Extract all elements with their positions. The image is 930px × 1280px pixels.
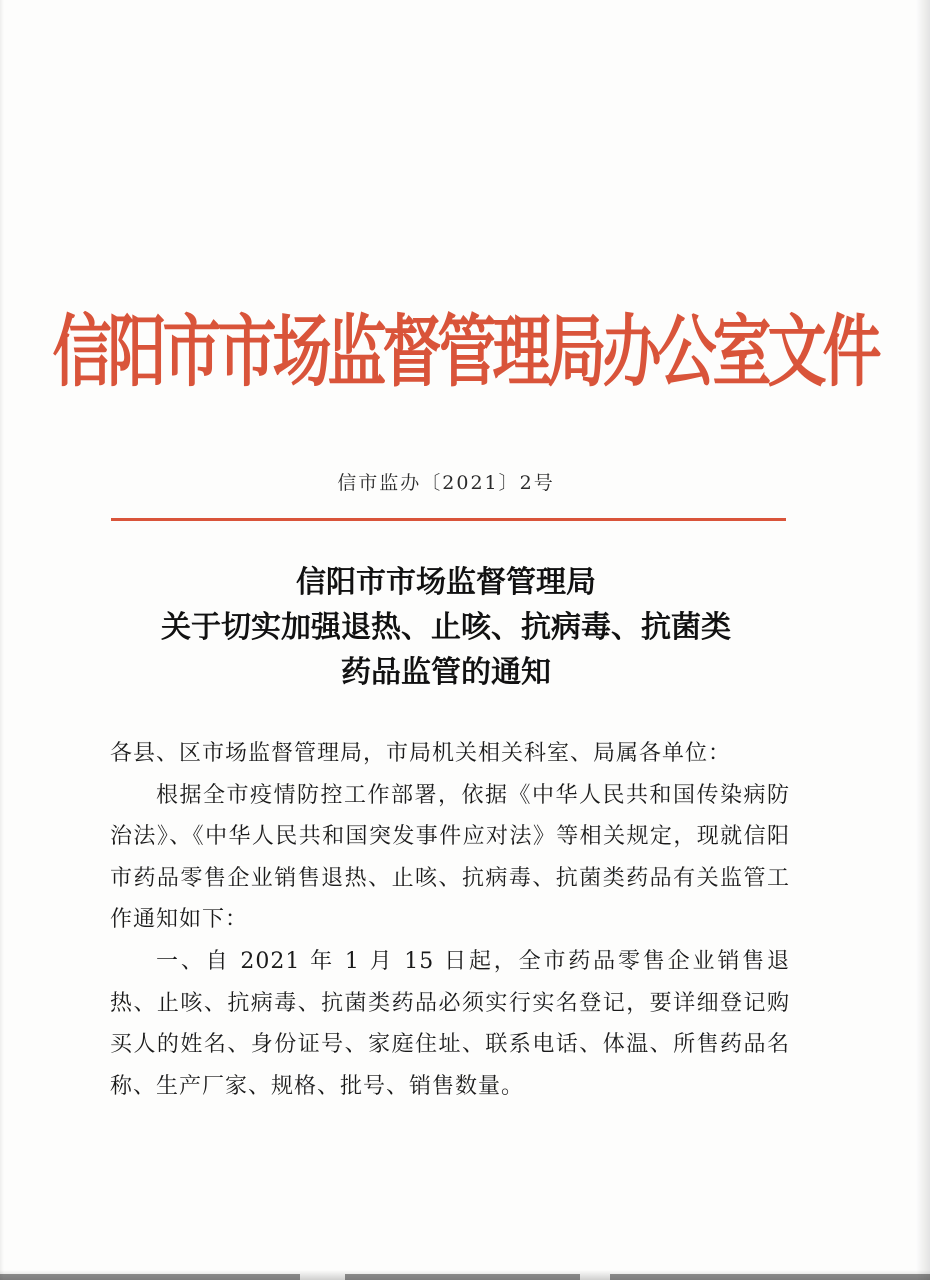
red-divider-line	[111, 518, 786, 521]
scan-artifact	[0, 1274, 300, 1280]
notice-title-line-3: 药品监管的通知	[341, 655, 551, 690]
notice-title	[0, 560, 892, 695]
body-paragraph-1: 根据全市疫情防控工作部署，依据《中华人民共和国传染病防治法》、《中华人民共和国突发事件应对法》等相关规定，现就信阳市药品零售企业销售退热、止咳、抗病毒、抗菌类药品有关监管工作通知如下：	[110, 782, 790, 933]
scan-edge-right	[916, 0, 930, 1280]
document-number: 信市监办〔2021〕2号	[337, 472, 555, 494]
issuing-authority-title: 信阳市市场监督管理局办公室文件	[52, 305, 878, 397]
body-paragraph-2: 一、自 2021 年 1 月 15 日起，全市药品零售企业销售退热、止咳、抗病毒、抗菌类药品必须实行实名登记，要详细登记购买人的姓名、身份证号、家庭住址、联系电话、体温、所售药品名称、生产厂家、规格、批号、销售数量。	[110, 948, 790, 1099]
notice-title-line-2: 关于切实加强退热、止咳、抗病毒、抗菌类	[161, 610, 731, 645]
notice-title-line-1: 信阳市市场监督管理局	[296, 565, 596, 600]
scan-artifact	[610, 1274, 930, 1280]
scan-artifact	[345, 1274, 580, 1280]
notice-body	[110, 733, 790, 1107]
salutation: 各县、区市场监督管理局，市局机关相关科室、局属各单位：	[110, 741, 732, 766]
